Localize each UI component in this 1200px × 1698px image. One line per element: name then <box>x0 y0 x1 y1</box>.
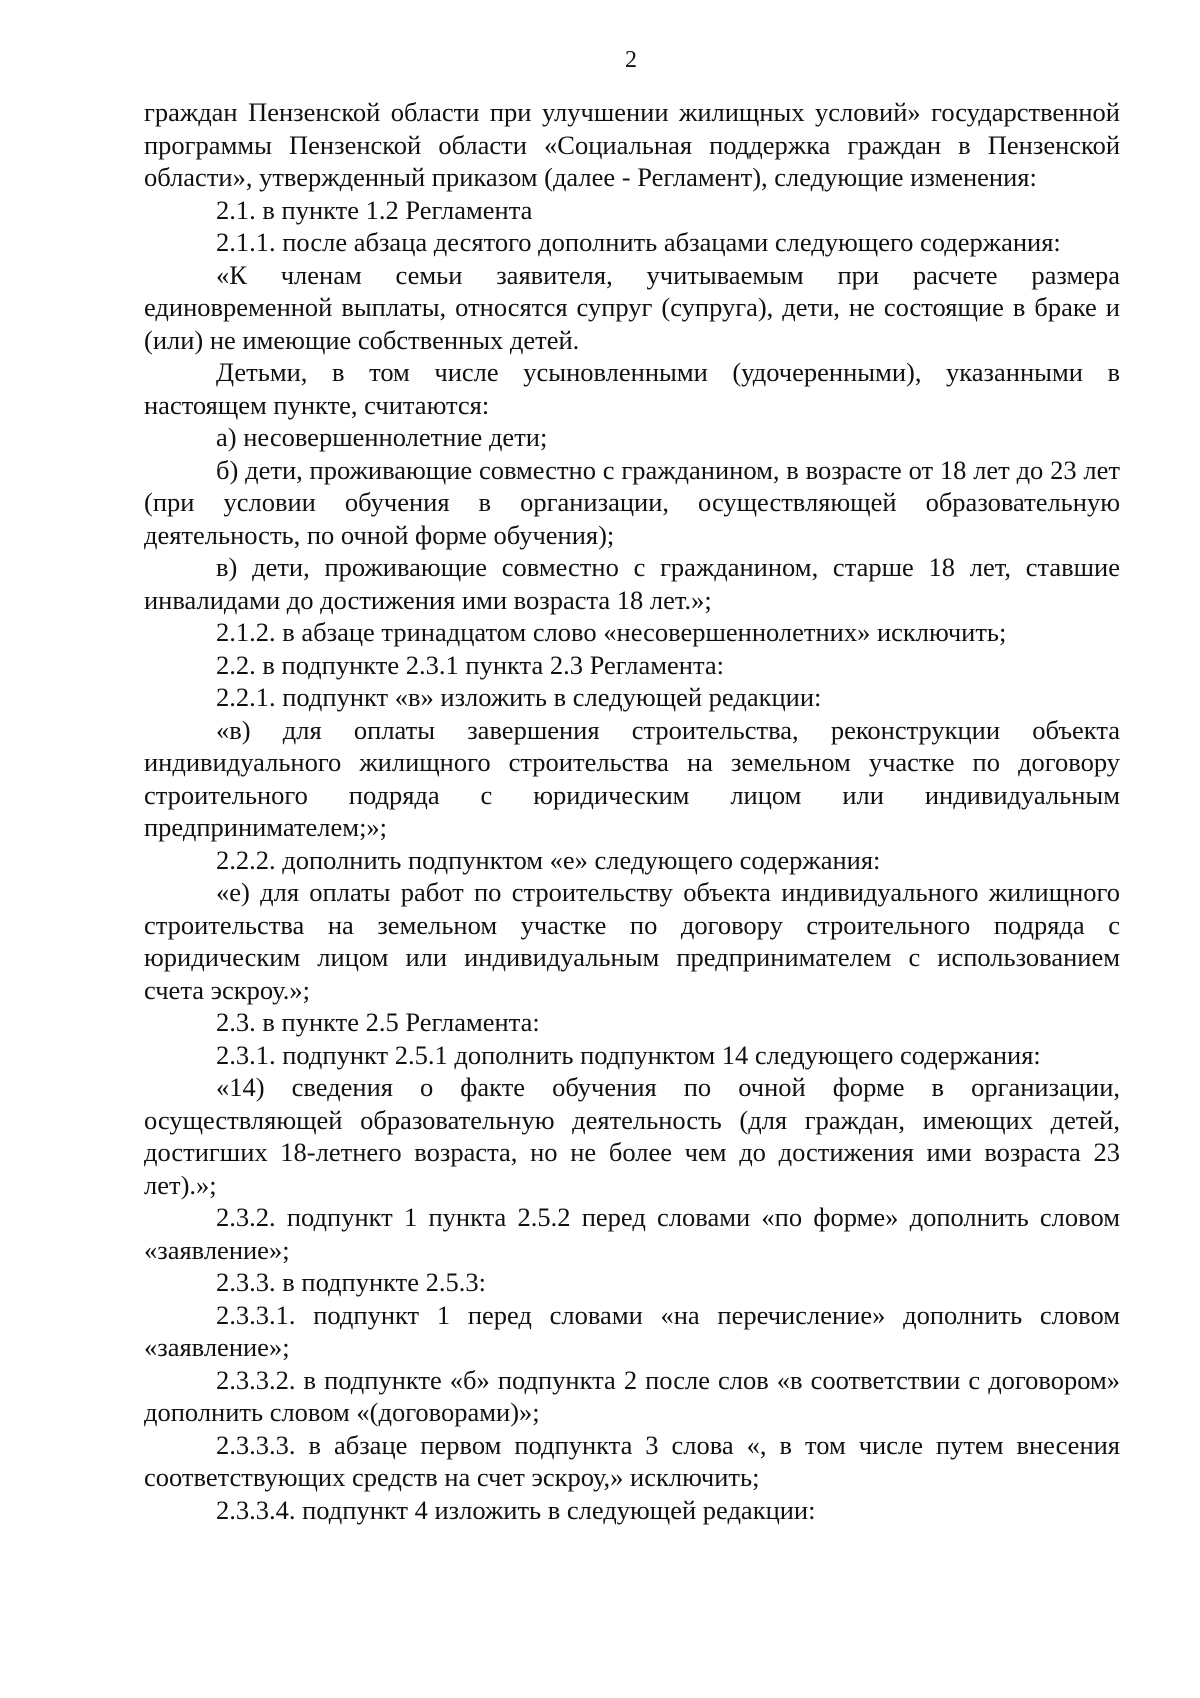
paragraph-5: а) несовершеннолетние дети; <box>216 422 548 452</box>
paragraph-20: 2.3.3.2. в подпункте «б» подпункта 2 после слов «в соответствии с договором» дополнить словом «(договорами)»; <box>144 1364 1120 1427</box>
page-number: 2 <box>625 47 637 73</box>
paragraph-21: 2.3.3.3. в абзаце первом подпункта 3 слова «, в том числе путем внесения соответствующих средств на счет эскроу,» исключить; <box>144 1429 1120 1492</box>
paragraph-22: 2.3.3.4. подпункт 4 изложить в следующей редакции: <box>216 1494 816 1525</box>
paragraph-16: «14) сведения о факте обучения по очной форме в организации, осуществляющей образовательную деятельность (для граждан, имеющих детей, достигших 18-летнего возраста, но не более чем до достижения ими возраста 23 лет).»; <box>144 1072 1120 1200</box>
paragraph-6: б) дети, проживающие совместно с гражданином, в возрасте от 18 лет до 23 лет (при условии обучения в организации, осуществляющей образовательную деятельность, по очной форме обучения); <box>144 454 1120 550</box>
paragraph-3: «К членам семьи заявителя, учитываемым при расчете размера единовременной выплаты, относятся супруг (супруга), дети, не состоящие в браке и (или) не имеющие собственных детей. <box>144 259 1120 355</box>
paragraph-2: 2.1.1. после абзаца десятого дополнить абзацами следующего содержания: <box>216 227 1061 257</box>
document-body <box>144 96 1120 1526</box>
paragraph-9: 2.2. в подпункте 2.3.1 пункта 2.3 Регламента: <box>216 649 724 680</box>
paragraph-0: граждан Пензенской области при улучшении жилищных условий» государственной программы Пензенской области «Социальная поддержка граждан в Пензенской области», утвержденный приказом (далее - Регламент), следующие изменения: <box>144 97 1120 192</box>
paragraph-12: 2.2.2. дополнить подпунктом «е» следующего содержания: <box>216 844 881 875</box>
paragraph-4: Детьми, в том числе усыновленными (удочеренными), указанными в настоящем пункте, считаются: <box>144 357 1120 420</box>
paragraph-17: 2.3.2. подпункт 1 пункта 2.5.2 перед словами «по форме» дополнить словом «заявление»; <box>144 1202 1120 1265</box>
paragraph-18: 2.3.3. в подпункте 2.5.3: <box>216 1267 487 1297</box>
paragraph-8: 2.1.2. в абзаце тринадцатом слово «несовершеннолетних» исключить; <box>216 617 1007 647</box>
paragraph-13: «е) для оплаты работ по строительству объекта индивидуального жилищного строительства на земельном участке по договору строительного подряда с юридическим лицом или индивидуальным предпринимателем с использованием счета эскроу.»; <box>144 877 1120 1005</box>
paragraph-15: 2.3.1. подпункт 2.5.1 дополнить подпунктом 14 следующего содержания: <box>216 1039 1041 1070</box>
paragraph-14: 2.3. в пункте 2.5 Регламента: <box>216 1007 540 1037</box>
paragraph-7: в) дети, проживающие совместно с гражданином, старше 18 лет, ставшие инвалидами до достижения ими возраста 18 лет.»; <box>144 552 1120 615</box>
paragraph-10: 2.2.1. подпункт «в» изложить в следующей редакции: <box>216 682 822 712</box>
paragraph-11: «в) для оплаты завершения строительства, реконструкции объекта индивидуального жилищного строительства на земельном участке по договору строительного подряда с юридическим лицом или индивидуальным предпринимателем;»; <box>144 714 1120 842</box>
paragraph-1: 2.1. в пункте 1.2 Регламента <box>216 194 533 225</box>
paragraph-19: 2.3.3.1. подпункт 1 перед словами «на перечисление» дополнить словом «заявление»; <box>144 1299 1120 1362</box>
